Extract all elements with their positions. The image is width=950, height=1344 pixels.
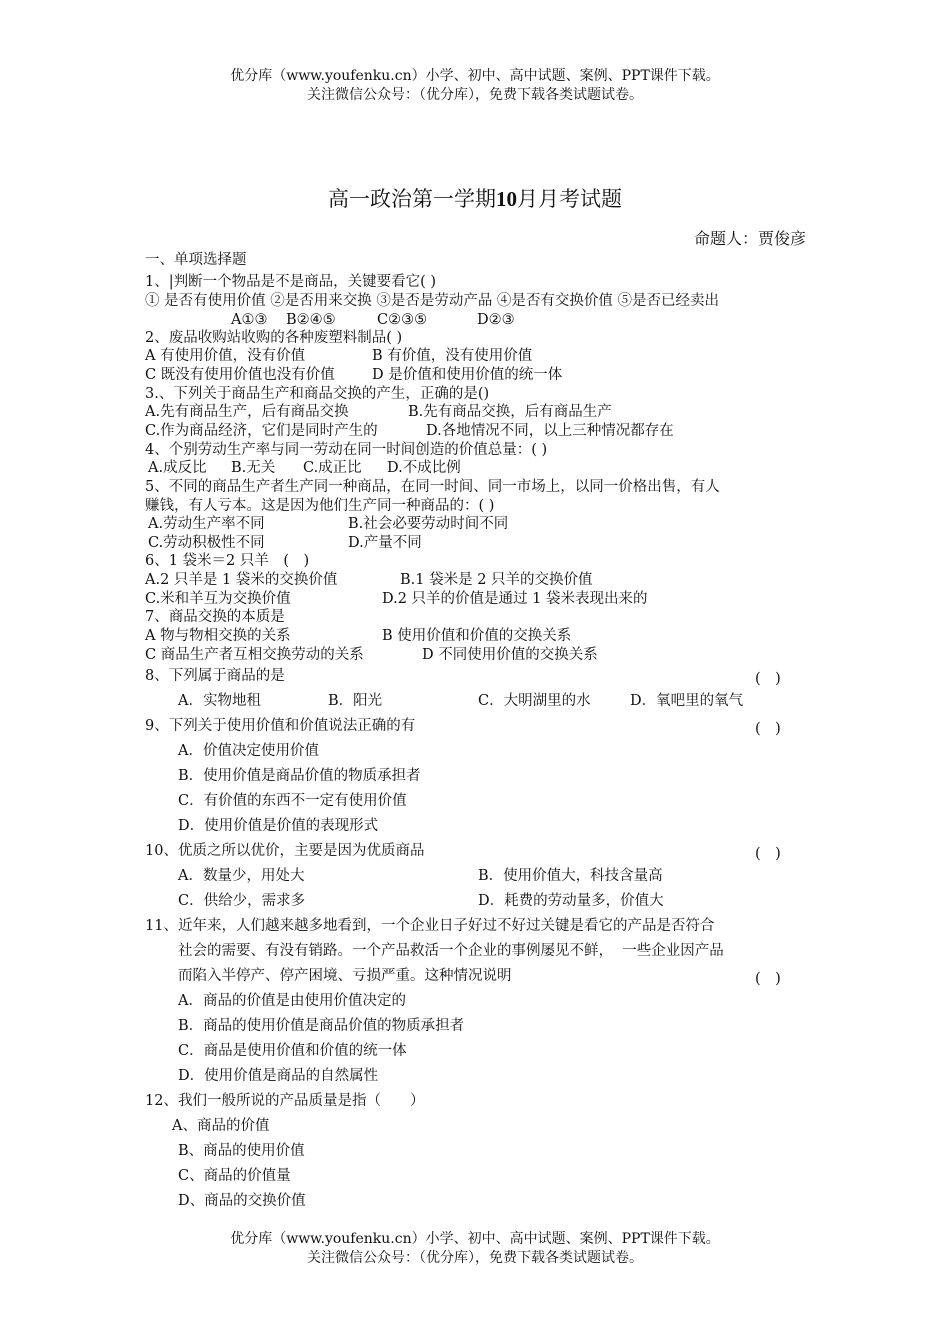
q4-stem: 4、个别劳动生产率与同一劳动在同一时间创造的价值总量：( ) — [145, 442, 548, 458]
q11-option-c: C．商品是使用价值和价值的统一体 — [178, 1043, 407, 1059]
q4-option-c: C.成正比 — [303, 460, 362, 476]
q3-option-d: D.各地情况不同，以上三种情况都存在 — [426, 423, 674, 439]
q12-option-d: D、商品的交换价值 — [178, 1193, 306, 1209]
q7-stem: 7、商品交换的本质是 — [145, 609, 285, 625]
q9-option-b: B．使用价值是商品价值的物质承担者 — [178, 768, 421, 784]
q6-option-d: D.2 只羊的价值是通过 1 袋米表现出来的 — [382, 591, 648, 607]
q4-option-b: B.无关 — [231, 460, 276, 476]
q4-option-a: A.成反比 — [148, 460, 207, 476]
q8-answer-blank: ( ) — [755, 671, 781, 687]
q2-option-d: D 是价值和使用价值的统一体 — [372, 367, 563, 383]
q1-stem: 1、|判断一个物品是不是商品，关键要看它( ) — [145, 274, 437, 290]
q1-option-d: D②③ — [477, 312, 515, 328]
q8-option-c: C．大明湖里的水 — [478, 693, 591, 709]
q10-stem: 10、优质之所以优价，主要是因为优质商品 — [145, 843, 425, 859]
page-title: 高一政治第一学期10月月考试题 — [328, 187, 622, 211]
q9-stem: 9、下列关于使用价值和价值说法正确的有 — [145, 718, 416, 734]
footer-line-1: 优分库（www.youfenku.cn）小学、初中、高中试题、案例、PPT课件下载。 — [230, 1231, 720, 1247]
q7-option-b: B 使用价值和价值的交换关系 — [382, 628, 572, 644]
q1-items: ① 是否有使用价值 ②是否用来交换 ③是否是劳动产品 ④是否有交换价值 ⑤是否已经卖出 — [145, 293, 720, 309]
q2-option-c: C 既没有使用价值也没有价值 — [145, 367, 335, 383]
q3-stem: 3.、下列关于商品生产和商品交换的产生，正确的是() — [145, 386, 490, 402]
header-line-1: 优分库（www.youfenku.cn）小学、初中、高中试题、案例、PPT课件下载。 — [230, 68, 720, 84]
q11-stem-line3: 而陷入半停产、停产困境、亏损严重。这种情况说明 — [178, 968, 512, 984]
q7-option-a: A 物与物相交换的关系 — [145, 628, 291, 644]
q5-stem-line2: 赚钱，有人亏本。这是因为他们生产同一种商品的：( ) — [145, 498, 495, 514]
q10-option-d: D．耗费的劳动量多，价值大 — [478, 893, 664, 909]
q10-option-c: C．供给少，需求多 — [178, 893, 306, 909]
q10-answer-blank: ( ) — [755, 846, 781, 862]
q11-stem-line1: 11、近年来，人们越来越多地看到，一个企业日子好过不好过关键是看它的产品是否符合 — [145, 918, 715, 934]
q8-stem: 8、下列属于商品的是 — [145, 668, 285, 684]
footer-line-2: 关注微信公众号：（优分库），免费下载各类试题试卷。 — [307, 1250, 643, 1266]
q6-option-b: B.1 袋米是 2 只羊的交换价值 — [400, 572, 593, 588]
q7-option-c: C 商品生产者互相交换劳动的关系 — [145, 647, 364, 663]
q1-option-b: B②④⑤ — [286, 312, 336, 328]
section-heading: 一、单项选择题 — [145, 252, 247, 268]
q8-option-d: D．氧吧里的氧气 — [630, 693, 744, 709]
q1-option-a: A①③ — [231, 312, 268, 328]
q12-option-a: A、商品的价值 — [172, 1118, 270, 1134]
q6-option-c: C.米和羊互为交换价值 — [145, 591, 291, 607]
q10-option-a: A．数量少，用处大 — [178, 868, 305, 884]
q2-option-a: A 有使用价值，没有价值 — [145, 348, 306, 364]
q3-option-b: B.先有商品交换，后有商品生产 — [408, 404, 612, 420]
q3-option-c: C.作为商品经济，它们是同时产生的 — [145, 423, 378, 439]
q5-stem-line1: 5、不同的商品生产者生产同一种商品，在同一时间、同一市场上，以同一价格出售，有人 — [145, 479, 720, 495]
q11-option-b: B．商品的使用价值是商品价值的物质承担者 — [178, 1018, 465, 1034]
q2-option-b: B 有价值，没有使用价值 — [372, 348, 533, 364]
q6-option-a: A.2 只羊是 1 袋米的交换价值 — [145, 572, 338, 588]
q3-option-a: A.先有商品生产，后有商品交换 — [145, 404, 349, 420]
q5-option-c: C.劳动积极性不同 — [148, 535, 265, 551]
author: 命题人：贾俊彦 — [693, 229, 806, 248]
q4-option-d: D.不成比例 — [387, 460, 461, 476]
q11-stem-line2: 社会的需要、有没有销路。一个产品救活一个企业的事例屡见不鲜， 一些企业因产品 — [178, 943, 724, 959]
q7-option-d: D 不同使用价值的交换关系 — [422, 647, 598, 663]
q5-option-b: B.社会必要劳动时间不同 — [348, 516, 509, 532]
q10-option-b: B．使用价值大，科技含量高 — [478, 868, 663, 884]
q5-option-a: A.劳动生产率不同 — [148, 516, 265, 532]
q12-stem: 12、我们一般所说的产品质量是指（ ） — [145, 1093, 425, 1109]
header-line-2: 关注微信公众号：（优分库），免费下载各类试题试卷。 — [307, 87, 643, 103]
q8-option-a: A．实物地租 — [178, 693, 261, 709]
q11-option-a: A．商品的价值是由使用价值决定的 — [178, 993, 406, 1009]
q1-option-c: C②③⑤ — [377, 312, 428, 328]
q11-option-d: D．使用价值是商品的自然属性 — [178, 1068, 379, 1084]
q9-option-a: A．价值决定使用价值 — [178, 743, 319, 759]
q11-answer-blank: ( ) — [755, 971, 781, 987]
q5-option-d: D.产量不同 — [348, 535, 422, 551]
q9-option-d: D．使用价值是价值的表现形式 — [178, 818, 379, 834]
q6-stem: 6、1 袋米＝2 只羊 ( ) — [145, 553, 310, 569]
q12-option-b: B、商品的使用价值 — [178, 1143, 305, 1159]
q8-option-b: B．阳光 — [328, 693, 383, 709]
q9-answer-blank: ( ) — [755, 721, 781, 737]
q12-option-c: C、商品的价值量 — [178, 1168, 291, 1184]
q2-stem: 2、废品收购站收购的各种废塑料制品( ) — [145, 330, 403, 346]
q9-option-c: C．有价值的东西不一定有使用价值 — [178, 793, 407, 809]
